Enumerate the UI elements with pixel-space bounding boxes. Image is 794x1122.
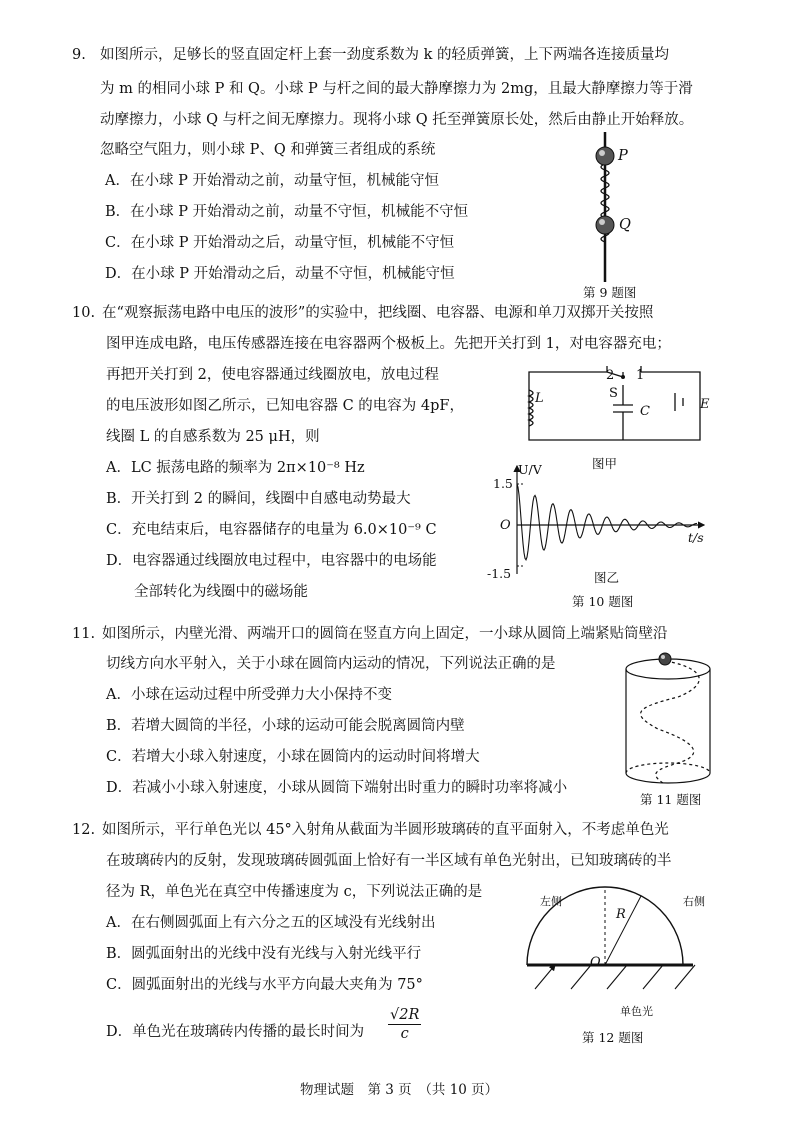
option-b: B．在小球 P 开始滑动之前，动量不守恒，机械能不守恒: [105, 204, 469, 220]
label-r: R: [616, 907, 626, 922]
label-o: O: [590, 955, 601, 970]
option-b: B．开关打到 2 的瞬间，线圈中自感电动势最大: [106, 491, 411, 507]
option-d: D．若减小小球入射速度，小球从圆筒下端射出时重力的瞬时功率将减小: [106, 780, 568, 796]
question-text: 在“观察振荡电路中电压的波形”的实验中，把线圈、电容器、电源和单刀双掷开关按照: [102, 305, 654, 321]
question-text: 为 m 的相同小球 P 和 Q。小球 P 与杆之间的最大静摩擦力为 2mg，且最大静摩擦力等于滑: [100, 81, 693, 97]
figure-caption: 第 9 题图: [583, 285, 637, 300]
question-text: 图甲连成电路，电压传感器连接在电容器两个极板上。先把开关打到 1，对电容器充电；: [106, 336, 671, 352]
figure-caption-b: 图乙: [594, 570, 620, 585]
cylinder-figure: [618, 645, 718, 795]
option-c: C．圆弧面射出的光线与水平方向最大夹角为 75°: [106, 977, 423, 993]
question-text: 再把开关打到 2，使电容器通过线圈放电，放电过程: [106, 367, 439, 383]
fraction-numerator: √2R: [390, 1007, 420, 1023]
option-d-cont: 全部转化为线圈中的磁场能: [134, 584, 308, 600]
label-p: P: [618, 148, 628, 164]
option-c: C．若增大小球入射速度，小球在圆筒内的运动时间将增大: [106, 749, 480, 765]
label-light: 单色光: [620, 1005, 653, 1018]
question-number: 11.: [72, 626, 96, 642]
option-a: A．小球在运动过程中所受弹力大小保持不变: [106, 687, 392, 703]
question-text: 忽略空气阻力，则小球 P、Q 和弹簧三者组成的系统: [100, 142, 436, 158]
question-number: 10.: [72, 305, 96, 321]
label-2: 2: [606, 368, 615, 383]
option-a: A．在小球 P 开始滑动之前，动量守恒，机械能守恒: [105, 173, 439, 189]
graph-xlabel: t/s: [688, 530, 704, 545]
question-text: 径为 R，单色光在真空中传播速度为 c，下列说法正确的是: [106, 884, 483, 900]
option-c: C．在小球 P 开始滑动之后，动量守恒，机械能不守恒: [105, 235, 455, 251]
question-text: 如图所示，足够长的竖直固定杆上套一劲度系数为 k 的轻质弹簧，上下两端各连接质量均: [100, 47, 670, 63]
figure-caption: 第 11 题图: [640, 792, 702, 807]
option-d: D．电容器通过线圈放电过程中，电容器中的电场能: [106, 553, 437, 569]
option-d: D．单色光在玻璃砖内传播的最长时间为: [106, 1024, 365, 1040]
graph-ymin: -1.5: [487, 566, 512, 581]
graph-ymax: 1.5: [493, 476, 513, 491]
question-text: 如图所示，平行单色光以 45°入射角从截面为半圆形玻璃砖的直平面射入，不考虑单色光: [102, 822, 669, 838]
fraction-denominator: c: [400, 1026, 409, 1042]
label-s: S: [609, 386, 618, 401]
label-1: 1: [636, 368, 645, 383]
question-number: 12.: [72, 822, 96, 838]
option-a: A．在右侧圆弧面上有六分之五的区域没有光线射出: [106, 915, 436, 931]
page-footer: 物理试题 第 3 页 （共 10 页）: [300, 1082, 499, 1098]
option-b: B．圆弧面射出的光线中没有光线与入射光线平行: [106, 946, 422, 962]
lc-circuit-diagram: [515, 360, 715, 450]
spring-rod-figure: [585, 132, 645, 282]
graph-ylabel: U/V: [518, 462, 542, 477]
figure-caption: 第 10 题图: [572, 594, 634, 609]
label-c: C: [640, 404, 650, 419]
voltage-waveform-graph: [490, 462, 710, 580]
option-d: D．在小球 P 开始滑动之后，动量不守恒，机械能守恒: [105, 266, 455, 282]
question-text: 如图所示，内壁光滑、两端开口的圆筒在竖直方向上固定，一小球从圆筒上端紧贴筒壁沿: [102, 626, 668, 642]
label-left-side: 左侧: [540, 895, 562, 908]
option-b: B．若增大圆筒的半径，小球的运动可能会脱离圆筒内壁: [106, 718, 465, 734]
question-text: 的电压波形如图乙所示，已知电容器 C 的电容为 4pF，: [106, 398, 464, 414]
figure-caption-a: 图甲: [592, 456, 618, 471]
label-e: E: [700, 397, 710, 412]
label-l: L: [535, 391, 544, 406]
time-fraction: [388, 1006, 421, 1043]
label-right-side: 右侧: [683, 895, 705, 908]
question-text: 切线方向水平射入，关于小球在圆筒内运动的情况，下列说法正确的是: [106, 656, 556, 672]
graph-origin: O: [500, 518, 511, 533]
figure-caption: 第 12 题图: [582, 1030, 644, 1045]
question-text: 在玻璃砖内的反射，发现玻璃砖圆弧面上恰好有一半区域有单色光射出，已知玻璃砖的半: [106, 853, 672, 869]
question-text: 线圈 L 的自感系数为 25 μH，则: [106, 429, 320, 445]
option-a: A．LC 振荡电路的频率为 2π×10⁻⁸ Hz: [106, 460, 365, 476]
question-text: 动摩擦力，小球 Q 与杆之间无摩擦力。现将小球 Q 托至弹簧原长处，然后由静止开始释放。: [100, 112, 694, 128]
question-number: 9.: [72, 47, 86, 63]
option-c: C．充电结束后，电容器储存的电量为 6.0×10⁻⁹ C: [106, 522, 437, 538]
label-q: Q: [619, 217, 631, 233]
